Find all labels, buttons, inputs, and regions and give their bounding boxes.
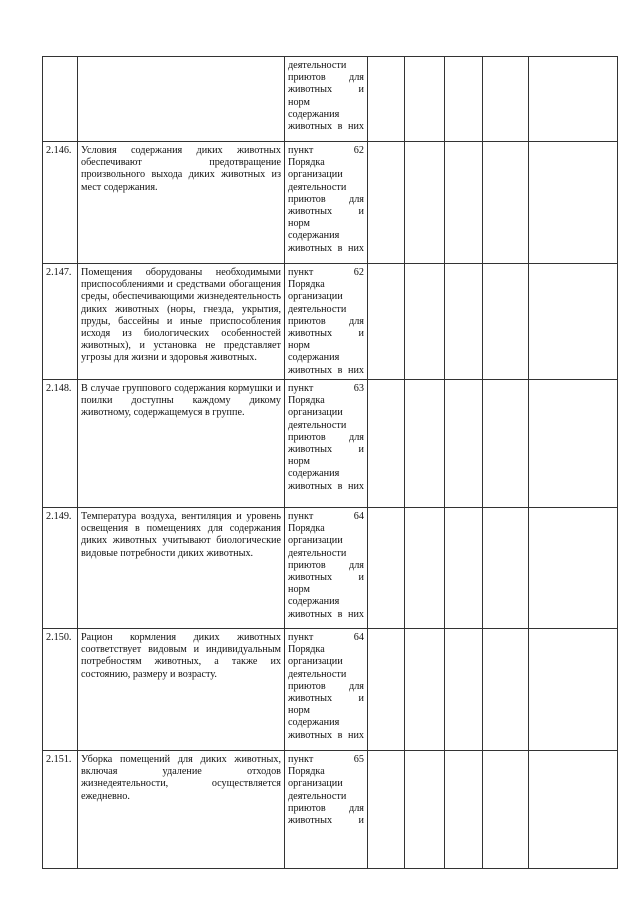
empty-check-cell xyxy=(529,57,618,142)
empty-check-cell xyxy=(368,629,405,751)
table-body xyxy=(43,57,618,869)
empty-check-cell xyxy=(368,264,405,380)
reference-line: Порядка xyxy=(288,279,325,291)
empty-check-cell xyxy=(483,508,529,629)
empty-check-cell xyxy=(368,380,405,508)
reference-line: пункт 64 xyxy=(288,511,364,522)
empty-check-cell xyxy=(368,57,405,142)
empty-check-cell xyxy=(405,142,445,264)
reference-line: Порядка xyxy=(288,395,325,407)
reference-line: содержания xyxy=(288,717,340,729)
reference-line: содержания xyxy=(288,108,340,120)
empty-check-cell xyxy=(483,629,529,751)
empty-check-cell xyxy=(483,142,529,264)
empty-check-cell xyxy=(483,380,529,508)
empty-check-cell xyxy=(405,380,445,508)
empty-check-cell xyxy=(405,508,445,629)
empty-check-cell xyxy=(368,751,405,869)
empty-check-cell xyxy=(529,264,618,380)
reference-line: деятельности xyxy=(288,547,347,559)
reference-line: пункт 63 xyxy=(288,383,364,394)
requirement-text: Уборка помещений для диких животных, включая удаление отходов жизнедеятельности, осуществляется ежедневно. xyxy=(78,751,285,869)
reference-line: норм xyxy=(288,218,310,230)
reference-line: организации xyxy=(288,535,343,547)
reference-line: животных в них xyxy=(288,608,364,620)
reference-line: животных и xyxy=(288,328,364,340)
reference-line: содержания xyxy=(288,352,340,364)
reference-line: животных в них xyxy=(288,121,364,133)
requirement-text: Помещения оборудованы необходимыми приспособлениями и средствами обогащения среды, обеспечивающими жизнедеятельность диких животных (норы, гнезда, укрытия, пруды, бассейны и иные приспособления исходя из биологических особенностей животных), и установка не представляет угрозы для жизни и здоровья животных. xyxy=(78,264,285,380)
reference-line: пункт 62 xyxy=(288,267,364,278)
empty-check-cell xyxy=(445,380,483,508)
requirement-text: В случае группового содержания кормушки и поилки доступны каждому дикому животному, содержащемуся в группе. xyxy=(78,380,285,508)
reference-line: Порядка xyxy=(288,766,325,778)
legal-reference xyxy=(285,380,368,508)
reference-line: приютов для xyxy=(288,802,364,814)
reference-line: норм xyxy=(288,340,310,352)
reference-line: приютов для xyxy=(288,193,364,205)
table-row xyxy=(43,751,618,869)
empty-check-cell xyxy=(529,508,618,629)
reference-line: Порядка xyxy=(288,644,325,656)
table-row xyxy=(43,380,618,508)
empty-check-cell xyxy=(445,508,483,629)
reference-line: животных и xyxy=(288,206,364,218)
empty-check-cell xyxy=(445,57,483,142)
reference-line: организации xyxy=(288,169,343,181)
reference-line: пункт 64 xyxy=(288,632,364,643)
reference-line: приютов для xyxy=(288,315,364,327)
reference-line: животных и xyxy=(288,572,364,584)
reference-line: содержания xyxy=(288,468,340,480)
reference-line: деятельности xyxy=(288,790,347,802)
row-number: 2.147. xyxy=(43,264,78,380)
reference-line: приютов для xyxy=(288,72,364,84)
reference-line: деятельности xyxy=(288,303,347,315)
table-row xyxy=(43,629,618,751)
empty-check-cell xyxy=(405,751,445,869)
empty-check-cell xyxy=(483,57,529,142)
empty-check-cell xyxy=(368,142,405,264)
table-row xyxy=(43,264,618,380)
requirement-text: Рацион кормления диких животных соответствует видовым и индивидуальным потребностям животных, а также их состоянию, размеру и возрасту. xyxy=(78,629,285,751)
row-number: 2.146. xyxy=(43,142,78,264)
empty-check-cell xyxy=(445,751,483,869)
reference-line: деятельности xyxy=(288,668,347,680)
table-row xyxy=(43,57,618,142)
reference-line: животных и xyxy=(288,815,364,827)
reference-line: деятельности xyxy=(288,181,347,193)
empty-check-cell xyxy=(405,629,445,751)
reference-line: содержания xyxy=(288,230,340,242)
legal-reference xyxy=(285,57,368,142)
reference-line: приютов для xyxy=(288,431,364,443)
reference-line: Порядка xyxy=(288,523,325,535)
legal-reference xyxy=(285,751,368,869)
requirements-table xyxy=(42,56,618,869)
row-number: 2.150. xyxy=(43,629,78,751)
reference-line: животных в них xyxy=(288,364,364,376)
reference-line: животных в них xyxy=(288,729,364,741)
row-number xyxy=(43,57,78,142)
reference-line: пункт 65 xyxy=(288,754,364,765)
legal-reference xyxy=(285,629,368,751)
reference-line: Порядка xyxy=(288,157,325,169)
empty-check-cell xyxy=(483,751,529,869)
reference-line: животных и xyxy=(288,84,364,96)
empty-check-cell xyxy=(483,264,529,380)
empty-check-cell xyxy=(368,508,405,629)
empty-check-cell xyxy=(445,264,483,380)
reference-line: животных и xyxy=(288,444,364,456)
reference-line: организации xyxy=(288,656,343,668)
reference-line: деятельности xyxy=(288,60,347,71)
reference-line: норм xyxy=(288,96,310,108)
empty-check-cell xyxy=(445,142,483,264)
requirement-text: Температура воздуха, вентиляция и уровень освещения в помещениях для содержания диких животных учитывают биологические видовые потребности диких животных. xyxy=(78,508,285,629)
table-row xyxy=(43,142,618,264)
reference-line: пункт 62 xyxy=(288,145,364,156)
legal-reference xyxy=(285,508,368,629)
empty-check-cell xyxy=(405,57,445,142)
row-number: 2.148. xyxy=(43,380,78,508)
reference-line: приютов для xyxy=(288,680,364,692)
reference-line: организации xyxy=(288,291,343,303)
reference-line: животных в них xyxy=(288,480,364,492)
requirement-text xyxy=(78,57,285,142)
empty-check-cell xyxy=(529,380,618,508)
reference-line: приютов для xyxy=(288,559,364,571)
reference-line: содержания xyxy=(288,596,340,608)
requirement-text: Условия содержания диких животных обеспечивают предотвращение произвольного выхода диких животных из мест содержания. xyxy=(78,142,285,264)
row-number: 2.151. xyxy=(43,751,78,869)
legal-reference xyxy=(285,142,368,264)
empty-check-cell xyxy=(445,629,483,751)
reference-line: организации xyxy=(288,407,343,419)
row-number: 2.149. xyxy=(43,508,78,629)
reference-line: норм xyxy=(288,456,310,468)
reference-line: животных в них xyxy=(288,242,364,254)
empty-check-cell xyxy=(405,264,445,380)
empty-check-cell xyxy=(529,629,618,751)
empty-check-cell xyxy=(529,751,618,869)
empty-check-cell xyxy=(529,142,618,264)
reference-line: животных и xyxy=(288,693,364,705)
legal-reference xyxy=(285,264,368,380)
reference-line: норм xyxy=(288,584,310,596)
reference-line: норм xyxy=(288,705,310,717)
reference-line: организации xyxy=(288,778,343,790)
table-row xyxy=(43,508,618,629)
reference-line: деятельности xyxy=(288,419,347,431)
